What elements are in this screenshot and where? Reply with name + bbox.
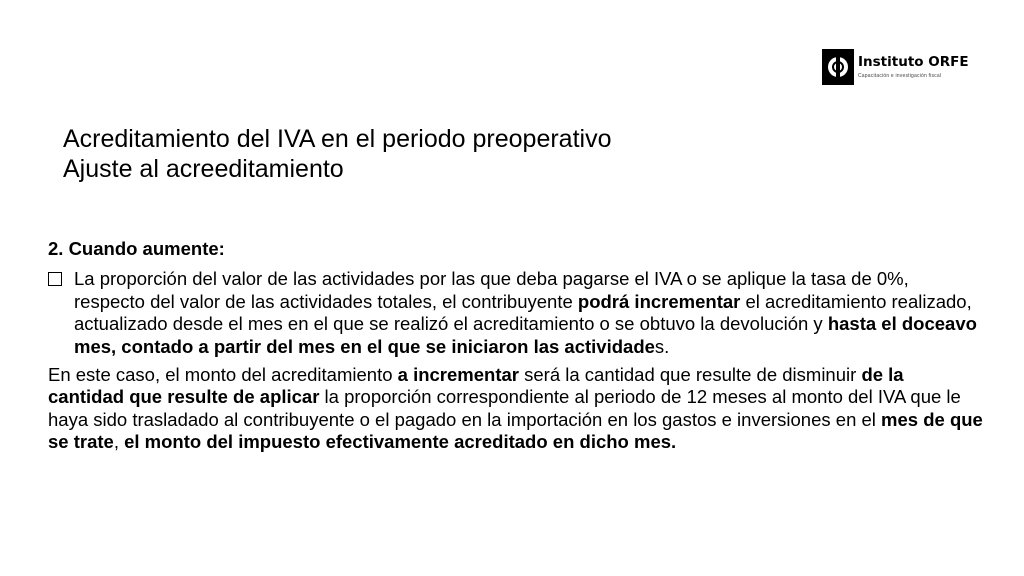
slide-title [63, 124, 612, 184]
bullet-text-part: La proporción del valor de las actividades por las que deba pagarse el IVA o se aplique la tasa de 0%, respecto del valor de las actividades totales, el contribuyente [74, 268, 909, 312]
paragraph-text-part: la proporción correspondiente al periodo de 12 meses al monto del IVA que le haya sido trasladado al contribuyente o el pagado en la importación en los gastos e inversiones en el [48, 386, 961, 430]
body-paragraph [48, 364, 983, 454]
phi-logo-icon [822, 49, 854, 85]
bullet-text-part: el acreditamiento realizado, actualizado desde el mes en el que se realizó el acreditamiento o se obtuvo la devolución y [74, 290, 972, 335]
paragraph-bold-part: el monto del impuesto efectivamente acreditado en dicho mes. [124, 431, 677, 453]
title-line-2: Ajuste al acreeditamiento [63, 155, 344, 183]
logo-tagline: Capacitación e investigación fiscal [858, 72, 942, 79]
bullet-bold-part: podrá incrementar [577, 290, 741, 312]
paragraph-bold-part: de la cantidad que resulte de aplicar [48, 364, 904, 408]
bullet-item [48, 268, 983, 358]
logo [822, 49, 969, 85]
slide-body [48, 238, 983, 454]
paragraph-bold-part: a incrementar [397, 364, 519, 386]
title-line-1: Acreditamiento del IVA en el periodo preoperativo [63, 125, 612, 153]
square-bullet-icon [48, 272, 62, 286]
logo-name: Instituto ORFE [858, 54, 969, 71]
bullet-text [74, 268, 983, 358]
paragraph-text-part: En este caso, el monto del acreditamiento [48, 364, 398, 386]
paragraph-text-part: , [113, 431, 125, 453]
subheading: 2. Cuando aumente: [48, 238, 225, 259]
bullet-text-part: s. [654, 335, 670, 357]
logo-text [858, 55, 969, 79]
bullet-bold-part: hasta el doceavo mes, contado a partir del mes en el que se iniciaron las actividade [74, 313, 977, 357]
paragraph-text-part: será la cantidad que resulte de disminuir [518, 364, 862, 386]
paragraph-bold-part: mes de que se trate [48, 408, 983, 453]
